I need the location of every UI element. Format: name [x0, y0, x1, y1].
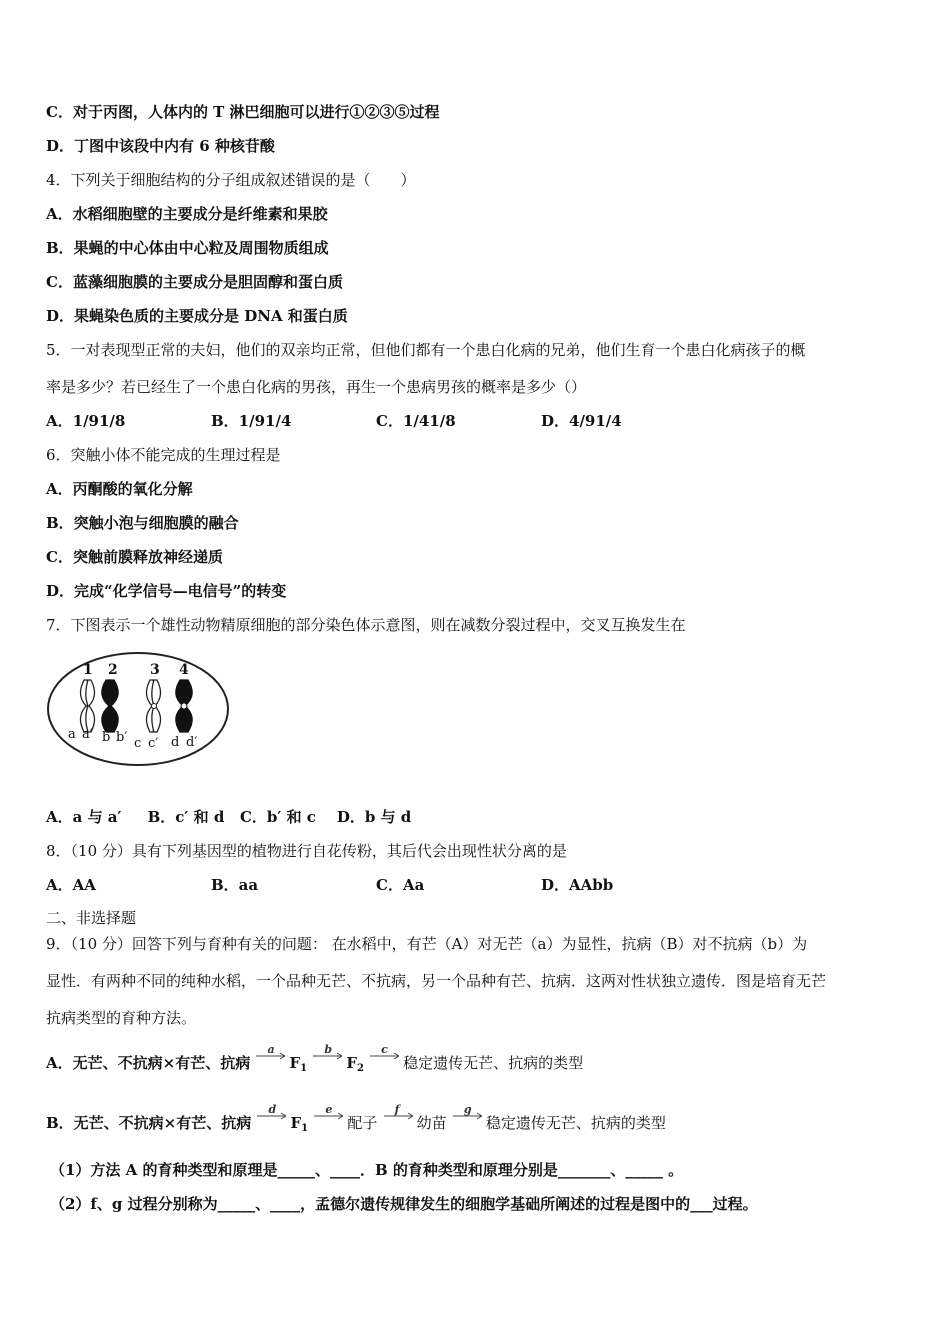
arrow-a	[255, 1043, 289, 1074]
chromosome-number-2: 2	[108, 662, 118, 678]
allele-label: a	[68, 727, 76, 742]
allele-label: b	[102, 730, 111, 745]
chromosome-number-3: 3	[150, 662, 160, 678]
q5-stem-line2: 率是多少？若已经生了一个患白化病的男孩，再生一个患病男孩的概率是多少（）	[46, 378, 587, 396]
gamete-label: 配子	[347, 1114, 378, 1132]
q6-option-d: D．完成“化学信号—电信号”的转变	[46, 582, 287, 600]
arrow-g	[452, 1103, 486, 1134]
arrow-d	[256, 1103, 290, 1134]
f2-label: $F_2$	[346, 1054, 364, 1074]
q7-stem: 7．下图表示一个雄性动物精原细胞的部分染色体示意图，则在减数分裂过程中，交叉互换发生在	[46, 616, 686, 634]
q8-option-d: D．AAbb	[541, 876, 614, 894]
q6-option-b: B．突触小泡与细胞膜的融合	[46, 514, 239, 532]
q7-option-b: B．c′ 和 d	[147, 808, 225, 826]
q9-sub2: （2）f、g 过程分别称为_____、____，孟德尔遗传规律发生的细胞学基础所阐述的过程是图中的___过程。	[50, 1195, 758, 1213]
q9-stem-line1: 9．（10 分）回答下列与育种有关的问题： 在水稻中，有芒（A）对无芒（a）为显性，抗病（B）对不抗病（b）为	[46, 935, 808, 953]
arrow-label-b: b	[324, 1043, 333, 1056]
q4-option-a: A．水稻细胞壁的主要成分是纤维素和果胶	[46, 205, 328, 223]
q4-option-c: C．蓝藻细胞膜的主要成分是胆固醇和蛋白质	[46, 273, 343, 291]
q3-option-c: C．对于丙图，人体内的 T 淋巴细胞可以进行①②③⑤过程	[46, 103, 440, 121]
arrow-c	[369, 1043, 403, 1074]
q9-stem-line2: 显性．有两种不同的纯种水稻，一个品种无芒、不抗病，另一个品种有芒、抗病．这两对性状独立遗传．图是培育无芒	[46, 972, 827, 990]
q6-stem: 6．突触小体不能完成的生理过程是	[46, 446, 281, 464]
arrow-label-a: a	[267, 1043, 275, 1056]
allele-label: a′	[82, 727, 93, 742]
allele-label: b′	[116, 730, 128, 745]
arrow-label-e: e	[325, 1103, 333, 1116]
chromosome-1	[80, 680, 94, 732]
arrow-b	[312, 1043, 346, 1074]
chromosome-number-4: 4	[179, 662, 189, 678]
arrow-label-f: f	[394, 1103, 400, 1116]
method-a-result: 稳定遗传无芒、抗病的类型	[403, 1054, 584, 1072]
method-b	[46, 1103, 666, 1139]
chromosome-2	[102, 680, 118, 732]
q3-option-d: D．丁图中该段中内有 6 种核苷酸	[46, 137, 275, 155]
q7-option-a: A．a 与 a′	[46, 808, 122, 826]
allele-label: c′	[148, 736, 159, 751]
allele-label: d	[171, 735, 180, 750]
q8-option-c: C．Aa	[376, 876, 425, 894]
q6-option-a: A．丙酮酸的氧化分解	[46, 480, 193, 498]
f1-label: $F_1$	[289, 1054, 308, 1074]
arrow-f	[383, 1103, 417, 1134]
q9-sub1: （1）方法 A 的育种类型和原理是_____、____．B 的育种类型和原理分别是_______、_____ 。	[50, 1161, 684, 1179]
chromosome-number-1: 1	[83, 662, 93, 678]
q5-stem-line1: 5．一对表现型正常的夫妇，他们的双亲均正常，但他们都有一个患白化病的兄弟，他们生育一个患白化病孩子的概	[46, 341, 806, 359]
seedling-label: 幼苗	[416, 1114, 447, 1132]
q5-option-c: C．1/41/8	[376, 412, 456, 430]
allele-label: c	[134, 736, 142, 751]
q8-option-a: A．AA	[46, 876, 96, 894]
q7-options	[46, 807, 411, 827]
method-b-prefix: B．无芒、不抗病×有芒、抗病	[46, 1114, 252, 1132]
q4-option-b: B．果蝇的中心体由中心粒及周围物质组成	[46, 239, 329, 257]
allele-label: d′	[186, 735, 198, 750]
method-a-prefix: A．无芒、不抗病×有芒、抗病	[46, 1054, 251, 1072]
q5-option-d: D．4/91/4	[541, 412, 622, 430]
arrow-e	[313, 1103, 347, 1134]
q7-option-d: D．b 与 d	[336, 808, 412, 826]
method-b-result: 稳定遗传无芒、抗病的类型	[485, 1114, 666, 1132]
q4-stem: 4．下列关于细胞结构的分子组成叙述错误的是（ ）	[46, 171, 416, 189]
arrow-label-c: c	[381, 1043, 388, 1056]
q6-option-c: C．突触前膜释放神经递质	[46, 548, 223, 566]
q9-stem-line3: 抗病类型的育种方法。	[46, 1009, 197, 1027]
q7-option-c: C．b′ 和 c	[239, 808, 316, 826]
arrow-label-d: d	[268, 1103, 277, 1116]
q5-option-a: A．1/91/8	[46, 412, 126, 430]
q8-option-b: B．aa	[211, 876, 259, 894]
q4-option-d: D．果蝇染色质的主要成分是 DNA 和蛋白质	[46, 307, 348, 325]
q8-stem: 8．（10 分）具有下列基因型的植物进行自花传粉，其后代会出现性状分离的是	[46, 842, 567, 860]
section-title: 二、非选择题	[46, 909, 137, 927]
f1-label-b: $F_1$	[290, 1114, 309, 1134]
arrow-label-g: g	[463, 1103, 472, 1116]
q5-option-b: B．1/91/4	[211, 412, 292, 430]
chromosome-diagram	[46, 646, 232, 768]
method-a	[46, 1043, 584, 1079]
